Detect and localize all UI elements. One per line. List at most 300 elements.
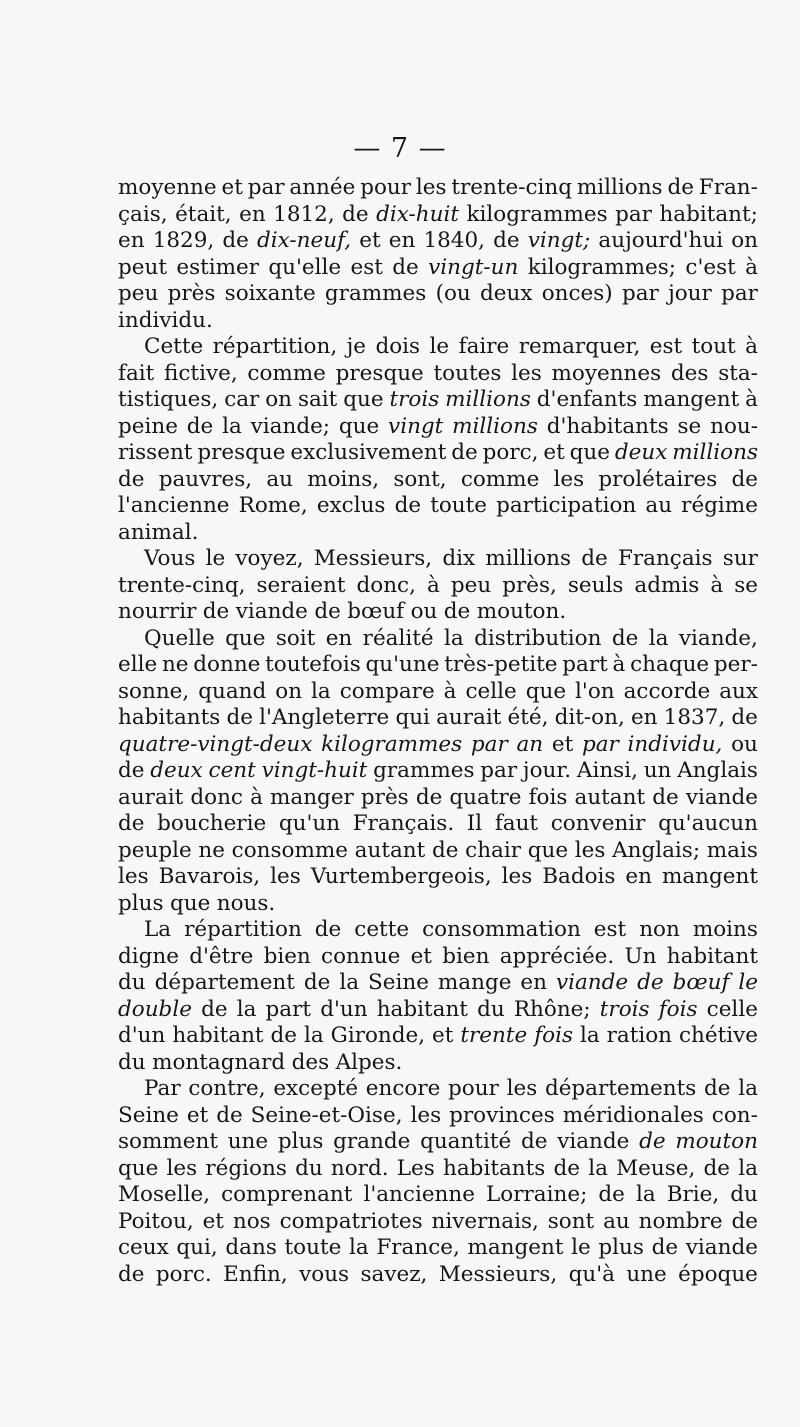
word: de (520, 1129, 548, 1154)
word: Badois (542, 864, 616, 889)
word: réalité (362, 625, 434, 651)
italic-word: fois (534, 1023, 573, 1048)
word: Vurtembergeois, (310, 864, 492, 889)
word: viande (685, 1235, 758, 1260)
word: de (651, 1235, 679, 1260)
word: seuls (567, 572, 624, 598)
italic-word: trois (389, 387, 440, 412)
word: peine (118, 413, 178, 439)
italic-word: cent (208, 758, 256, 783)
word: la (588, 1155, 608, 1181)
word: çais, (118, 201, 168, 227)
word: de (216, 1102, 243, 1128)
word: que (343, 387, 384, 412)
text-line (118, 467, 758, 494)
word: en (630, 705, 658, 730)
word: consomme (231, 837, 348, 863)
italic-word: de (637, 970, 664, 995)
word: la (444, 625, 464, 651)
text-line (118, 1235, 758, 1262)
word: qui (395, 705, 430, 730)
word: kilogrammes (466, 201, 608, 227)
word: mange (437, 970, 512, 995)
word: faut (494, 811, 539, 836)
word: le (571, 1235, 591, 1260)
word: de (443, 599, 471, 624)
page-number: — 7 — (353, 133, 447, 164)
word: non (639, 917, 680, 942)
word: faire (458, 334, 510, 359)
italic-word: mouton (675, 1129, 758, 1154)
word: d'un (118, 1023, 166, 1048)
word: les (574, 837, 606, 863)
word: ration (606, 1023, 673, 1048)
word: la (738, 1155, 758, 1181)
word: habitants (118, 705, 221, 730)
word: d'enfants (536, 387, 638, 412)
word: de (342, 201, 369, 227)
word: de (118, 811, 145, 836)
word: se (677, 413, 702, 439)
word: les (415, 175, 447, 200)
italic-word: dix-huit (376, 201, 460, 227)
word: comprenant (221, 1182, 353, 1207)
word: jour (668, 281, 712, 306)
word: l'Angleterre (259, 705, 390, 730)
word: en (520, 970, 547, 995)
word: Lorraine; (486, 1182, 588, 1207)
text-line (118, 970, 758, 997)
word: quatre (449, 784, 522, 810)
word: du (118, 970, 146, 995)
word: la (635, 1182, 656, 1207)
word: moyennes (551, 360, 662, 386)
word: trente-cinq (451, 175, 573, 200)
text-line (118, 573, 758, 600)
word: Seine-et-Oise, (250, 1102, 403, 1128)
text-line (118, 997, 758, 1024)
word: ceux (118, 1235, 169, 1260)
word: qu'un (278, 811, 341, 836)
word: était, (175, 201, 232, 227)
text-line (118, 493, 758, 520)
italic-word: double (118, 996, 192, 1022)
word: chétive (678, 1023, 758, 1048)
word: autant (354, 837, 426, 863)
word: la (339, 970, 360, 995)
word: toute (284, 1235, 342, 1260)
word: appréciée. (499, 943, 615, 969)
text-line (118, 1103, 758, 1130)
word: 1812, (273, 201, 335, 227)
word: de (186, 413, 214, 439)
word: admis (634, 572, 700, 598)
word: tout (691, 334, 736, 359)
word: la (348, 1235, 369, 1260)
word: celle (465, 678, 517, 704)
text-line (118, 361, 758, 388)
text-line (118, 1156, 758, 1183)
word: tistiques, (118, 387, 219, 412)
word: consommation (422, 917, 581, 942)
word: (ou (435, 281, 471, 306)
word: Quelle (144, 625, 215, 651)
word: c'est (685, 254, 736, 280)
word: comme (460, 466, 540, 492)
word: somment (118, 1129, 218, 1154)
text-line (118, 175, 758, 202)
word: par (615, 201, 652, 227)
word: ne (161, 652, 189, 677)
word: et (359, 228, 381, 253)
word: convenir (550, 811, 646, 836)
word: habitants (443, 1155, 546, 1181)
word: habitant (666, 943, 758, 969)
text-line (118, 440, 758, 467)
word: seraient (256, 572, 346, 598)
body-text (118, 175, 758, 1288)
word: bien (442, 943, 490, 969)
word: millions (576, 175, 663, 200)
word: qu'elle (268, 254, 342, 280)
word: presque (197, 440, 286, 465)
word: les (553, 466, 585, 492)
word: con- (711, 1102, 758, 1128)
word: et (186, 1102, 209, 1128)
word: plus (277, 1129, 324, 1154)
word: fois (528, 784, 568, 810)
text-line (118, 1209, 758, 1236)
text-line (118, 891, 758, 918)
word: les (506, 1076, 538, 1101)
word: on (275, 678, 303, 704)
word: rissent (118, 440, 193, 465)
text-line (118, 838, 758, 865)
word: sont, (393, 466, 447, 492)
word: aujourd'hui (598, 228, 724, 253)
italic-word: trente (460, 1023, 528, 1048)
word: est (593, 917, 627, 942)
word: exclus (316, 493, 386, 518)
word: la (303, 1023, 324, 1048)
word: de (553, 1155, 581, 1181)
word: Enfin, (223, 1261, 288, 1287)
word: je (346, 334, 367, 359)
word: Brie, (666, 1182, 720, 1207)
word: grammes (324, 281, 427, 306)
word: sta- (718, 360, 758, 386)
word: à (710, 572, 724, 598)
word: peu (118, 281, 159, 306)
word: habitant; (659, 201, 758, 227)
word: toutefois (265, 652, 361, 677)
word: la (311, 678, 331, 704)
word: Il (466, 811, 483, 836)
word: se (734, 572, 758, 598)
word: répartition (184, 917, 302, 942)
word: estimer (176, 254, 260, 280)
word: répartition, (212, 334, 338, 359)
word: les (118, 864, 149, 889)
word: du (477, 996, 505, 1022)
text-line (118, 228, 758, 255)
word: grammes (373, 758, 475, 783)
italic-word: millions (452, 413, 538, 439)
word: bœuf (347, 599, 405, 624)
word: jour. (522, 758, 572, 783)
word: moins, (307, 466, 380, 492)
text-line (118, 626, 758, 653)
word: donc (190, 784, 243, 810)
word: à (250, 784, 263, 810)
word: des (291, 1049, 330, 1075)
word: que (569, 440, 611, 465)
word: soixante (224, 281, 316, 306)
word: participation (496, 493, 637, 518)
word: qu'une (365, 652, 440, 677)
text-line (118, 811, 758, 838)
word: qu'à (568, 1261, 615, 1287)
word: que (118, 1155, 159, 1181)
italic-word: individu, (627, 731, 723, 757)
word: aurait (436, 705, 502, 730)
word: qui, (176, 1235, 218, 1260)
word: habitant (172, 1023, 264, 1048)
word: le (429, 334, 450, 359)
text-line (118, 732, 758, 759)
word: Rhône; (513, 996, 591, 1022)
italic-word: fois (658, 996, 698, 1022)
word: 1837, (663, 705, 726, 730)
word: mangent (643, 387, 740, 412)
word: Seine (118, 1102, 179, 1128)
word: de (201, 996, 228, 1022)
word: près (360, 784, 409, 810)
word: ou (410, 599, 438, 624)
word: peu (450, 572, 492, 598)
text-line (118, 281, 758, 308)
word: vous (299, 1261, 350, 1287)
word: au (603, 1208, 630, 1234)
word: est (649, 334, 683, 359)
word: nombre (638, 1208, 723, 1234)
word: pour (448, 1076, 499, 1101)
word: deux (480, 281, 533, 306)
word: boucherie (157, 811, 267, 836)
word: grande (333, 1129, 411, 1154)
word: Vous (144, 546, 196, 571)
word: Anglais; (612, 837, 701, 863)
word: du (730, 1182, 758, 1207)
word: et (410, 943, 432, 969)
word: car (224, 387, 260, 412)
word: qu'aucun (658, 811, 758, 836)
text-line (118, 785, 758, 812)
word: dit-on, (554, 705, 625, 730)
word: fictive, (164, 360, 238, 386)
word: nivernais, (431, 1208, 539, 1234)
italic-word: vingt-un (428, 254, 519, 280)
word: part (265, 996, 312, 1022)
text-line (118, 1262, 758, 1289)
word: de (703, 1155, 731, 1181)
word: les (501, 864, 533, 889)
word: mouton. (476, 599, 567, 624)
word: que (225, 625, 266, 651)
word: Ainsi, (576, 758, 638, 783)
word: Gironde, (330, 1023, 426, 1048)
word: l'on (575, 678, 615, 704)
italic-word: millions (672, 440, 758, 465)
word: sonne, (118, 678, 190, 704)
text-line (118, 652, 758, 679)
word: de (703, 1076, 731, 1101)
word: celle (706, 996, 758, 1022)
word: en (625, 864, 652, 889)
word: que (525, 678, 567, 704)
word: quantité (420, 1129, 512, 1154)
word: à (426, 572, 440, 598)
text-line (118, 255, 758, 282)
word: peuple (118, 837, 192, 863)
text-line (118, 864, 758, 891)
text-line (118, 308, 758, 335)
word: département (154, 970, 295, 995)
word: millions (485, 546, 572, 571)
text-line (118, 520, 758, 547)
word: un (643, 758, 672, 783)
word: viande; (250, 413, 331, 439)
word: et (221, 175, 243, 200)
word: les (270, 864, 301, 889)
word: digne (118, 943, 179, 969)
word: encore (365, 1076, 441, 1101)
word: la (236, 996, 257, 1022)
word: peut (118, 254, 167, 280)
word: Fran- (698, 175, 758, 200)
word: compatriotes (279, 1208, 423, 1234)
word: en (239, 201, 266, 227)
word: dix (442, 546, 476, 571)
word: à (745, 254, 758, 280)
word: le (205, 546, 226, 571)
word: à (612, 652, 626, 677)
word: dans (225, 1235, 277, 1260)
italic-word: vingt (388, 413, 444, 439)
word: été, (507, 705, 549, 730)
word: moyenne (118, 175, 217, 200)
word: contre, (188, 1076, 266, 1101)
word: d'un (320, 996, 368, 1022)
word: nourrir (118, 599, 197, 624)
word: plus (118, 890, 164, 916)
word: de (118, 1261, 145, 1287)
word: dois (375, 334, 421, 359)
word: de (118, 466, 145, 492)
word: de (431, 837, 459, 863)
word: en (325, 625, 353, 651)
text-line (118, 1023, 758, 1050)
word: et (202, 1208, 224, 1234)
word: de (731, 705, 758, 730)
word: d'être (189, 943, 254, 969)
word: bien (263, 943, 311, 969)
word: en (388, 228, 416, 253)
word: de (493, 228, 520, 253)
word: de (118, 758, 145, 783)
word: de (652, 784, 679, 810)
word: soit (275, 625, 316, 651)
text-line (118, 334, 758, 361)
italic-word: vingt-huit (261, 758, 368, 783)
italic-word: viande (555, 970, 629, 995)
word: méridionales (562, 1102, 704, 1128)
italic-word: vingt; (527, 228, 591, 253)
word: trente-cinq, (118, 572, 246, 598)
word: de (667, 175, 694, 200)
word: du (118, 1049, 146, 1075)
word: onces) (541, 281, 613, 306)
word: d'habitants (546, 413, 669, 439)
italic-word: deux (614, 440, 668, 465)
word: exclusivement (290, 440, 447, 465)
word: une (227, 1129, 269, 1154)
word: époque (678, 1261, 758, 1287)
word: que (169, 890, 211, 916)
word: près (167, 281, 216, 306)
word: 1829, (152, 228, 215, 253)
word: nous. (216, 890, 276, 916)
word: Français (617, 546, 713, 571)
word: de (598, 1182, 625, 1207)
italic-word: millions (445, 387, 531, 412)
word: per- (713, 652, 758, 677)
italic-word: le (738, 970, 758, 995)
word: autant (574, 784, 646, 810)
word: de (270, 1023, 298, 1048)
word: accorde (623, 678, 711, 704)
word: de (451, 440, 478, 465)
word: de (226, 705, 253, 730)
word: que (527, 837, 569, 863)
italic-word: kilogrammes (321, 731, 463, 757)
word: on (731, 228, 758, 253)
word: la (648, 625, 669, 651)
word: de (731, 466, 758, 492)
word: La (144, 917, 172, 942)
word: animal. (118, 519, 199, 545)
word: manger (270, 784, 354, 810)
italic-word: deux (150, 758, 203, 783)
word: et (432, 1023, 454, 1048)
word: par (247, 175, 285, 200)
word: de (314, 599, 341, 624)
word: fait (118, 360, 155, 386)
word: mangent (661, 864, 758, 889)
word: de (581, 546, 608, 571)
word: elle (118, 652, 158, 677)
word: viande (557, 1129, 630, 1154)
text-line (118, 758, 758, 785)
italic-word: dix-neuf, (257, 228, 352, 253)
word: de (394, 493, 422, 518)
word: à (745, 387, 758, 412)
word: mangent (467, 1235, 564, 1260)
word: la (222, 413, 242, 439)
word: l'ancienne (363, 1182, 475, 1207)
word: au (266, 466, 293, 492)
word: Français. (352, 811, 455, 836)
